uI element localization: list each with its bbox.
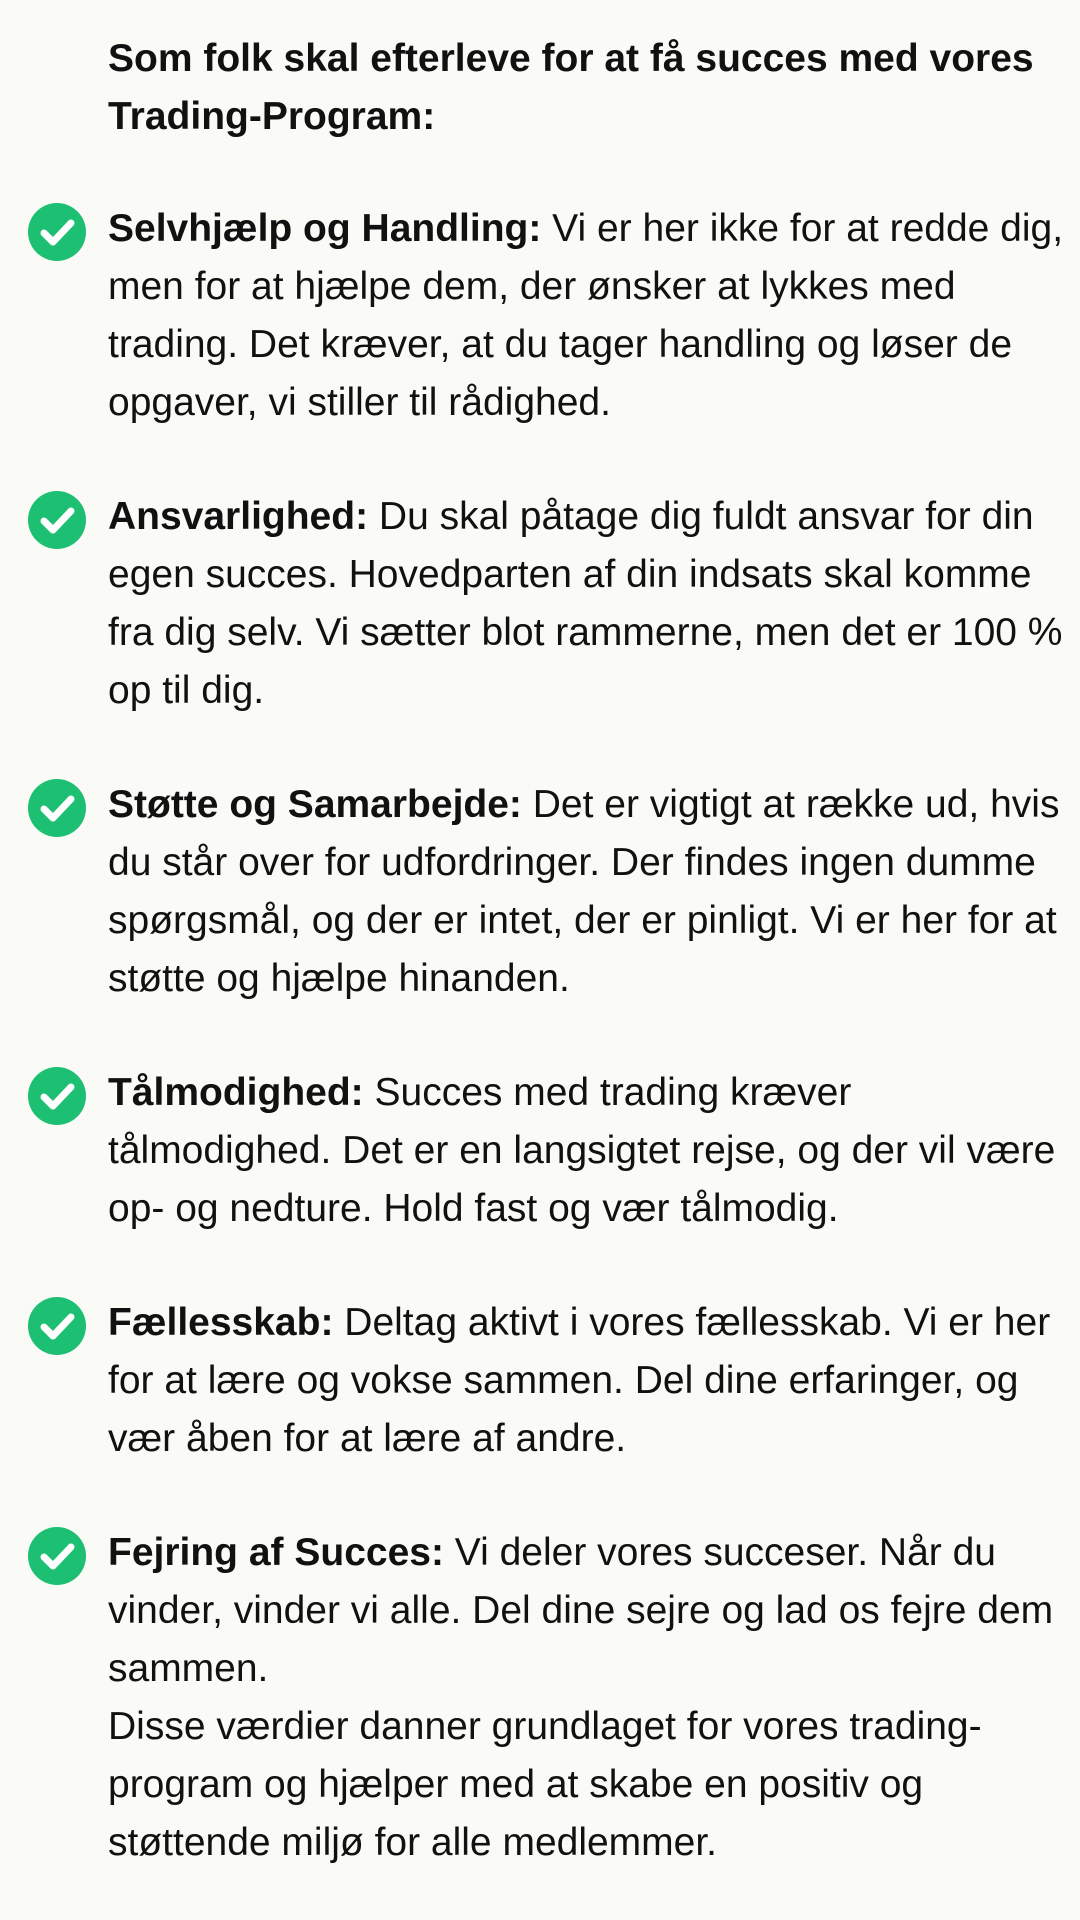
- closing-paragraph: Disse værdier danner grundlaget for vores trading-program og hjælper med at skabe en positiv og støttende miljø for alle medlemmer.: [108, 1705, 982, 1864]
- list-item-title: Tålmodighed:: [108, 1071, 364, 1114]
- list-item-text: [108, 1524, 1068, 1872]
- list-item-body: Succes med trading kræver tålmodighed. Det er en langsigtet rejse, og der vil være op- og nedture. Hold fast og vær tålmodig.: [108, 1071, 1056, 1230]
- page-heading: Som folk skal efterleve for at få succes med vores Trading-Program:: [108, 37, 1034, 138]
- list-item-title: Støtte og Samarbejde:: [108, 783, 522, 826]
- list-item-title: Fællesskab:: [108, 1301, 334, 1344]
- check-circle-icon: [28, 779, 86, 837]
- list-item-title: Selvhjælp og Handling:: [108, 207, 542, 250]
- check-circle-icon: [28, 1067, 86, 1125]
- check-circle-icon: [28, 1297, 86, 1355]
- list-item-body: Det er vigtigt at række ud, hvis du står over for udfordringer. Der findes ingen dumme spørgsmål, og der er intet, der er pinligt. Vi er her for at støtte og hjælpe hinanden.: [108, 783, 1060, 1000]
- list-item-text: [108, 776, 1068, 1008]
- list-item-title: Fejring af Succes:: [108, 1531, 444, 1574]
- list-item-body: Vi deler vores succeser. Når du vinder, vinder vi alle. Del dine sejre og lad os fejre dem sammen.: [108, 1531, 1054, 1690]
- list-item-body: Du skal påtage dig fuldt ansvar for din egen succes. Hovedparten af din indsats skal komme fra dig selv. Vi sætter blot rammerne, men det er 100 % op til dig.: [108, 495, 1063, 712]
- list-item-text: [108, 1064, 1068, 1238]
- check-circle-icon: [28, 203, 86, 261]
- list-item-text: [108, 1294, 1068, 1468]
- check-circle-icon: [28, 1527, 86, 1585]
- list-item-text: [108, 488, 1068, 720]
- list-item-title: Ansvarlighed:: [108, 495, 369, 538]
- list-item-body: Vi er her ikke for at redde dig, men for at hjælpe dem, der ønsker at lykkes med trading. Det kræver, at du tager handling og løser de opgaver, vi stiller til rådighed.: [108, 207, 1064, 424]
- check-circle-icon: [28, 491, 86, 549]
- list-item-text: [108, 200, 1068, 432]
- list-item-body: Deltag aktivt i vores fællesskab. Vi er her for at lære og vokse sammen. Del dine erfaringer, og vær åben for at lære af andre.: [108, 1301, 1051, 1460]
